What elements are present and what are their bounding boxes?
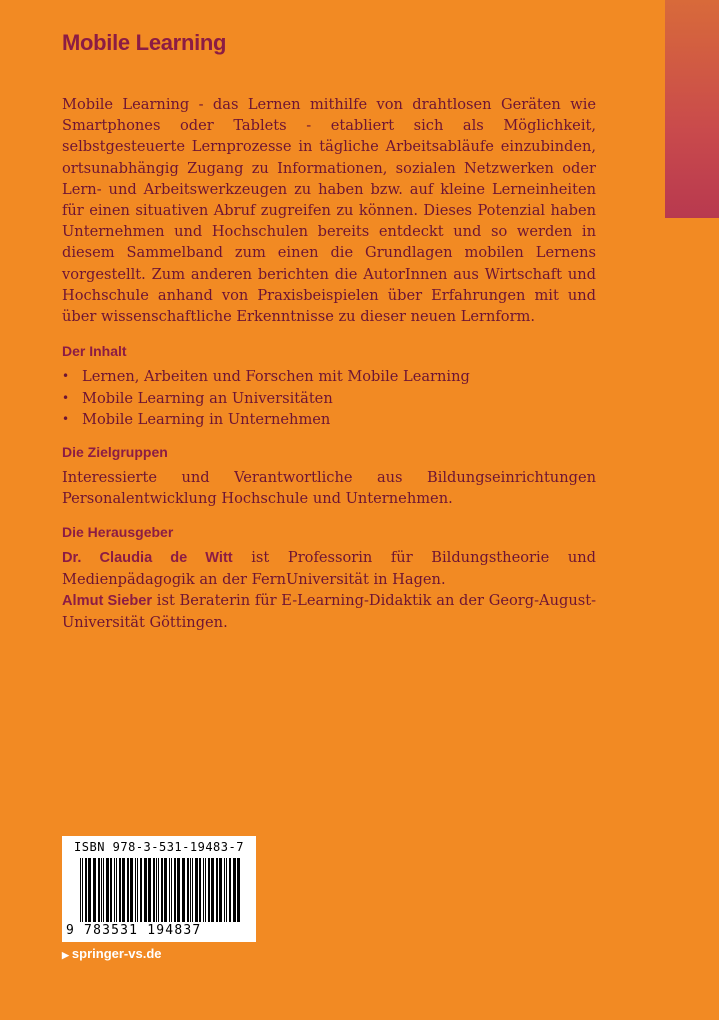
list-item: • Lernen, Arbeiten und Forschen mit Mobile Learning bbox=[62, 366, 596, 387]
list-item: • Mobile Learning in Unternehmen bbox=[62, 409, 596, 430]
bullet-icon: • bbox=[62, 411, 70, 426]
barcode-bars bbox=[80, 858, 240, 922]
bullet-icon: • bbox=[62, 390, 70, 405]
publisher-link[interactable] bbox=[62, 946, 162, 961]
editor-bio: ist Professorin für Bildungstheorie und Medienpädagogik an der FernUniversität in Hagen. bbox=[62, 548, 597, 589]
intro-paragraph: Mobile Learning - das Lernen mithilfe von drahtlosen Geräten wie Smartphones oder Tablets - etabliert sich als Möglichkeit, selbstgesteuerte Lernprozesse in tägliche Arbeitsabläufe einzubinden, ortsunabhängig Zugang zu Informationen, sozialen Netzwerken oder Lern- und Arbeitswerkzeugen zu haben bzw. auf kleine Lerneinheiten für einen situativen Abruf zugreifen zu können. Dieses Potenzial haben Unternehmen und Hochschulen bereits entdeckt und so werden in diesem Sammelband zum einen die Grundlagen mobilen Lernens vorgestellt. Zum anderen berichten die AutorInnen aus Wirtschaft und Hochschule anhand von Praxisbeispielen über Erfahrungen mit und über wissenschaftliche Erkenntnisse zu dieser neuen Lernform. bbox=[62, 96, 596, 326]
editor-entry bbox=[62, 547, 596, 590]
editor-entry bbox=[62, 590, 596, 633]
editor-name: Dr. Claudia de Witt bbox=[62, 549, 233, 566]
list-item: • Mobile Learning an Universitäten bbox=[62, 388, 596, 409]
publisher-url: springer-vs.de bbox=[71, 946, 162, 961]
editor-bio: ist Beraterin für E-Learning-Didaktik an der Georg-August-Universität Göttingen. bbox=[62, 592, 597, 632]
section-heading-zielgruppen: Die Zielgruppen bbox=[62, 444, 168, 461]
barcode-digits: 9 783531 194837 bbox=[66, 923, 202, 938]
arrow-right-icon: ▶ bbox=[62, 950, 69, 960]
editor-name: Almut Sieber bbox=[62, 593, 153, 610]
cover-side-tab bbox=[665, 0, 719, 218]
section-heading-herausgeber: Die Herausgeber bbox=[62, 523, 174, 540]
back-cover-text bbox=[62, 94, 596, 634]
inhalt-list bbox=[62, 366, 596, 430]
bullet-icon: • bbox=[62, 369, 70, 384]
section-heading-inhalt: Der Inhalt bbox=[62, 343, 127, 360]
isbn-barcode bbox=[62, 836, 256, 942]
zielgruppen-text: Interessierte und Verantwortliche aus Bildungseinrichtungen Personalentwicklung Hochschule und Unternehmen. bbox=[62, 469, 596, 508]
isbn-number: ISBN 978-3-531-19483-7 bbox=[74, 840, 244, 854]
book-title: Mobile Learning bbox=[62, 30, 227, 55]
